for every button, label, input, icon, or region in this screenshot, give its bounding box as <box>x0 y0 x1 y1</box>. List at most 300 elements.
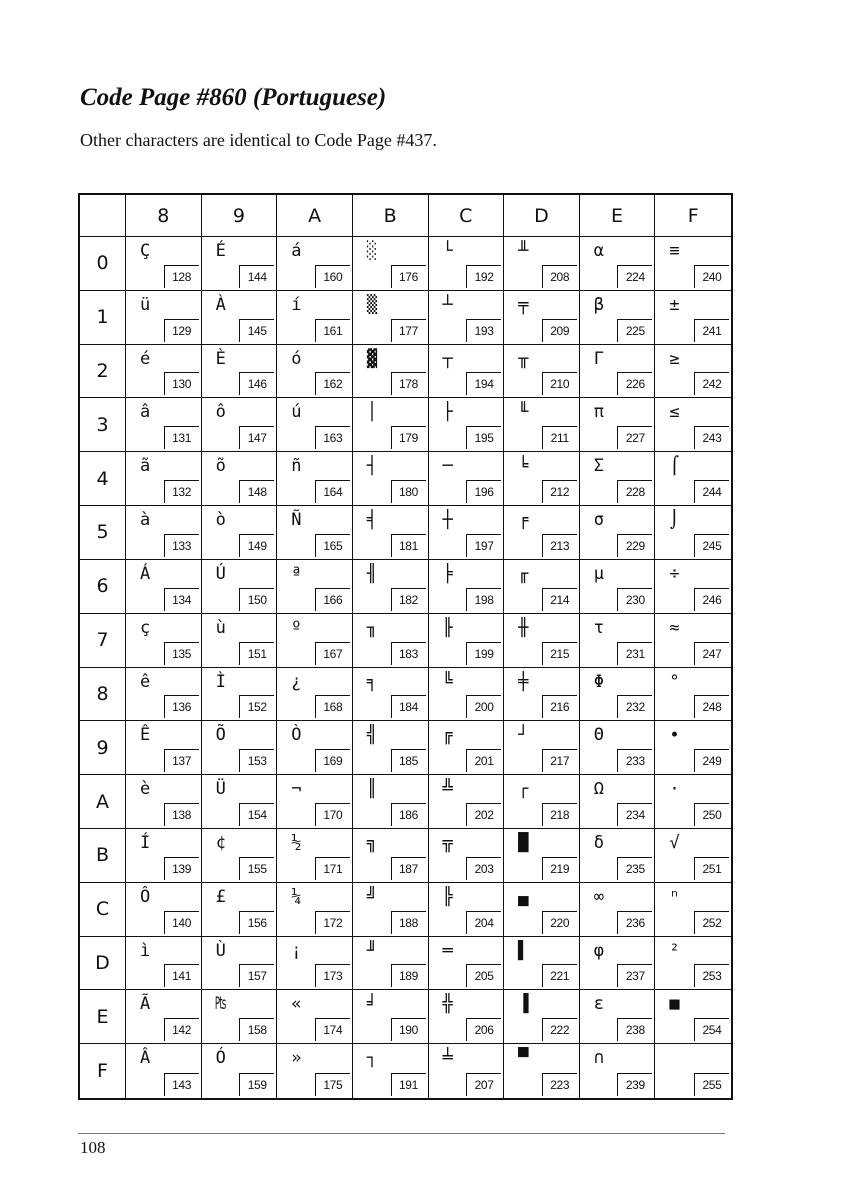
char-cell <box>277 291 353 345</box>
char-code: 160 <box>315 265 350 288</box>
row-header: 0 <box>80 237 126 291</box>
char-code: 192 <box>466 265 501 288</box>
char-cell <box>655 883 731 937</box>
char-code: 145 <box>239 319 274 342</box>
char-code: 151 <box>239 642 274 665</box>
char-cell <box>202 775 278 829</box>
char-code: 139 <box>164 857 199 880</box>
char-glyph: ▒ <box>366 294 378 315</box>
char-cell <box>429 452 505 506</box>
char-glyph: ╟ <box>442 617 453 638</box>
char-cell <box>353 614 429 668</box>
char-code: 251 <box>694 857 729 880</box>
char-glyph: ≥ <box>669 348 680 369</box>
char-code: 181 <box>391 534 426 557</box>
char-glyph: ╔ <box>442 725 453 746</box>
char-code: 209 <box>542 319 577 342</box>
char-code: 131 <box>164 426 199 449</box>
char-glyph: ╥ <box>518 348 529 369</box>
page-subtitle: Other characters are identical to Code Page #437. <box>80 130 437 150</box>
char-glyph: ü <box>140 294 151 315</box>
char-glyph: └ <box>442 241 453 261</box>
char-glyph: ¿ <box>291 671 302 692</box>
char-code: 148 <box>239 480 274 503</box>
row-header: B <box>80 829 126 883</box>
char-cell <box>202 560 278 614</box>
char-glyph: τ <box>593 617 604 638</box>
char-code: 193 <box>466 319 501 342</box>
char-cell <box>655 775 731 829</box>
char-cell <box>277 452 353 506</box>
char-code: 213 <box>542 534 577 557</box>
char-cell <box>126 668 202 722</box>
char-glyph: ┼ <box>442 510 453 531</box>
char-code: 171 <box>315 857 350 880</box>
char-code: 186 <box>391 803 426 826</box>
char-cell <box>277 345 353 399</box>
char-code: 202 <box>466 803 501 826</box>
char-glyph: █ <box>518 832 529 853</box>
char-cell <box>655 668 731 722</box>
char-cell <box>126 237 202 291</box>
char-code: 138 <box>164 803 199 826</box>
char-cell <box>353 560 429 614</box>
char-cell <box>126 990 202 1044</box>
column-header: E <box>580 195 656 237</box>
char-code: 228 <box>617 480 652 503</box>
char-glyph: ╕ <box>366 671 378 692</box>
char-cell <box>429 345 505 399</box>
char-glyph: ∞ <box>593 886 604 907</box>
char-glyph: Ô <box>140 886 151 907</box>
char-glyph: â <box>140 402 151 423</box>
char-code: 237 <box>617 964 652 987</box>
char-cell <box>429 937 505 991</box>
char-code: 205 <box>466 964 501 987</box>
char-glyph: ╦ <box>442 832 453 853</box>
char-cell <box>277 1044 353 1098</box>
char-code: 207 <box>466 1073 501 1096</box>
char-code: 255 <box>694 1073 729 1096</box>
char-cell <box>429 1044 505 1098</box>
char-code: 129 <box>164 319 199 342</box>
char-code: 210 <box>542 372 577 395</box>
char-cell <box>655 452 731 506</box>
char-code: 188 <box>391 911 426 934</box>
char-glyph: ≤ <box>669 402 680 423</box>
char-code: 198 <box>466 588 501 611</box>
char-cell <box>277 237 353 291</box>
char-cell <box>126 398 202 452</box>
char-glyph: ─ <box>442 456 453 477</box>
char-cell <box>353 1044 429 1098</box>
char-glyph: Ò <box>291 725 302 746</box>
char-cell <box>353 937 429 991</box>
char-glyph: ε <box>593 994 604 1015</box>
char-cell <box>655 345 731 399</box>
char-glyph: õ <box>215 456 226 477</box>
char-cell <box>126 775 202 829</box>
char-code: 214 <box>542 588 577 611</box>
char-cell <box>429 668 505 722</box>
char-cell <box>353 506 429 560</box>
char-code: 194 <box>466 372 501 395</box>
char-glyph: ╘ <box>518 456 529 477</box>
char-code: 152 <box>239 695 274 718</box>
column-header: 8 <box>126 195 202 237</box>
char-glyph: ê <box>140 671 151 692</box>
char-glyph: ▄ <box>518 886 529 907</box>
char-code: 248 <box>694 695 729 718</box>
char-glyph: í <box>291 294 302 315</box>
char-code: 180 <box>391 480 426 503</box>
char-code: 233 <box>617 749 652 772</box>
char-cell <box>429 721 505 775</box>
column-header: A <box>277 195 353 237</box>
char-cell <box>429 560 505 614</box>
row-header: 5 <box>80 506 126 560</box>
char-code: 177 <box>391 319 426 342</box>
char-code: 247 <box>694 642 729 665</box>
char-glyph: Â <box>140 1048 151 1069</box>
char-glyph: ╞ <box>442 563 453 584</box>
char-cell <box>655 1044 731 1098</box>
char-glyph: Σ <box>593 456 604 477</box>
char-glyph: Γ <box>593 348 604 369</box>
char-code: 246 <box>694 588 729 611</box>
char-cell <box>580 614 656 668</box>
char-code: 230 <box>617 588 652 611</box>
char-glyph: ù <box>215 617 226 638</box>
char-code: 197 <box>466 534 501 557</box>
char-cell <box>353 345 429 399</box>
char-code: 235 <box>617 857 652 880</box>
char-glyph: ░ <box>366 241 378 261</box>
char-glyph: ■ <box>669 994 680 1015</box>
char-glyph: │ <box>366 402 378 423</box>
char-glyph: ┤ <box>366 456 378 477</box>
char-code: 168 <box>315 695 350 718</box>
char-code: 238 <box>617 1018 652 1041</box>
char-cell <box>353 237 429 291</box>
code-page-table <box>78 193 733 1100</box>
char-code: 169 <box>315 749 350 772</box>
char-code: 163 <box>315 426 350 449</box>
char-cell <box>202 614 278 668</box>
char-cell <box>580 1044 656 1098</box>
char-cell <box>504 775 580 829</box>
char-code: 137 <box>164 749 199 772</box>
char-cell <box>655 237 731 291</box>
char-glyph: « <box>291 994 302 1015</box>
char-cell <box>429 398 505 452</box>
char-cell <box>202 291 278 345</box>
char-glyph: Õ <box>215 725 226 746</box>
char-glyph: ² <box>669 940 680 961</box>
row-header: 3 <box>80 398 126 452</box>
char-glyph: Á <box>140 563 151 584</box>
char-cell <box>126 345 202 399</box>
char-cell <box>504 668 580 722</box>
char-code: 153 <box>239 749 274 772</box>
char-glyph: α <box>593 241 604 261</box>
char-code: 133 <box>164 534 199 557</box>
char-glyph: ╫ <box>518 617 529 638</box>
char-glyph: ╠ <box>442 886 453 907</box>
char-cell <box>277 990 353 1044</box>
char-code: 201 <box>466 749 501 772</box>
char-glyph: ═ <box>442 940 453 961</box>
char-cell <box>202 1044 278 1098</box>
char-code: 128 <box>164 265 199 288</box>
char-cell <box>429 990 505 1044</box>
char-code: 135 <box>164 642 199 665</box>
char-cell <box>353 721 429 775</box>
char-code: 236 <box>617 911 652 934</box>
char-code: 204 <box>466 911 501 934</box>
char-glyph: ≈ <box>669 617 680 638</box>
char-code: 224 <box>617 265 652 288</box>
char-code: 176 <box>391 265 426 288</box>
char-code: 226 <box>617 372 652 395</box>
char-cell <box>429 506 505 560</box>
char-cell <box>277 398 353 452</box>
row-header: 8 <box>80 668 126 722</box>
char-code: 253 <box>694 964 729 987</box>
char-code: 162 <box>315 372 350 395</box>
char-code: 173 <box>315 964 350 987</box>
char-glyph: ⌠ <box>669 456 680 477</box>
char-code: 159 <box>239 1073 274 1096</box>
char-code: 223 <box>542 1073 577 1096</box>
char-cell <box>504 398 580 452</box>
row-header: E <box>80 990 126 1044</box>
row-header: 2 <box>80 345 126 399</box>
char-code: 221 <box>542 964 577 987</box>
char-glyph: ╓ <box>518 563 529 584</box>
char-cell <box>126 614 202 668</box>
char-code: 215 <box>542 642 577 665</box>
char-glyph: ╣ <box>366 725 378 746</box>
page-number: 108 <box>80 1138 106 1157</box>
column-header: F <box>655 195 731 237</box>
char-code: 142 <box>164 1018 199 1041</box>
char-cell <box>126 829 202 883</box>
char-glyph: ▓ <box>366 348 378 369</box>
char-code: 249 <box>694 749 729 772</box>
char-glyph: Φ <box>593 671 604 692</box>
char-cell <box>126 560 202 614</box>
char-cell <box>202 721 278 775</box>
char-glyph: Ω <box>593 779 604 800</box>
char-cell <box>429 614 505 668</box>
char-glyph: ┌ <box>518 779 529 800</box>
char-glyph: ó <box>291 348 302 369</box>
char-code: 140 <box>164 911 199 934</box>
char-code: 234 <box>617 803 652 826</box>
char-glyph: Ê <box>140 725 151 746</box>
char-cell <box>429 829 505 883</box>
char-code: 240 <box>694 265 729 288</box>
char-cell <box>504 452 580 506</box>
char-cell <box>353 775 429 829</box>
char-code: 143 <box>164 1073 199 1096</box>
char-cell <box>655 937 731 991</box>
char-cell <box>353 883 429 937</box>
char-code: 134 <box>164 588 199 611</box>
char-code: 229 <box>617 534 652 557</box>
char-cell <box>504 291 580 345</box>
char-cell <box>580 398 656 452</box>
char-code: 149 <box>239 534 274 557</box>
char-glyph: Ü <box>215 779 226 800</box>
char-code: 191 <box>391 1073 426 1096</box>
row-header: 4 <box>80 452 126 506</box>
char-glyph: δ <box>593 832 604 853</box>
char-glyph: Ñ <box>291 510 302 531</box>
char-glyph: Ú <box>215 563 226 584</box>
char-code: 203 <box>466 857 501 880</box>
char-glyph: é <box>140 348 151 369</box>
char-code: 195 <box>466 426 501 449</box>
row-header: D <box>80 937 126 991</box>
char-cell <box>429 237 505 291</box>
char-glyph: ║ <box>366 779 378 800</box>
char-code: 232 <box>617 695 652 718</box>
char-code: 199 <box>466 642 501 665</box>
char-code: 252 <box>694 911 729 934</box>
char-glyph: ° <box>669 671 680 692</box>
char-glyph: Ã <box>140 994 151 1015</box>
char-cell <box>429 291 505 345</box>
row-header: A <box>80 775 126 829</box>
char-cell <box>504 883 580 937</box>
char-code: 254 <box>694 1018 729 1041</box>
char-cell <box>202 506 278 560</box>
char-glyph: ╤ <box>518 294 529 315</box>
char-code: 216 <box>542 695 577 718</box>
char-cell <box>655 829 731 883</box>
char-glyph: ▐ <box>518 994 529 1015</box>
char-code: 225 <box>617 319 652 342</box>
char-cell <box>580 237 656 291</box>
char-glyph: · <box>669 779 680 800</box>
char-cell <box>429 883 505 937</box>
char-code: 208 <box>542 265 577 288</box>
char-glyph: ╡ <box>366 510 378 531</box>
char-glyph: ∩ <box>593 1048 604 1069</box>
char-cell <box>202 883 278 937</box>
row-header: 1 <box>80 291 126 345</box>
char-glyph: ╝ <box>366 886 378 907</box>
char-glyph: à <box>140 510 151 531</box>
char-code: 170 <box>315 803 350 826</box>
char-code: 165 <box>315 534 350 557</box>
char-glyph: ¬ <box>291 779 302 800</box>
char-code: 222 <box>542 1018 577 1041</box>
char-cell <box>202 990 278 1044</box>
char-cell <box>277 668 353 722</box>
char-glyph: Ì <box>215 671 226 692</box>
char-code: 219 <box>542 857 577 880</box>
char-cell <box>580 883 656 937</box>
char-cell <box>504 990 580 1044</box>
char-cell <box>655 560 731 614</box>
char-cell <box>277 937 353 991</box>
char-cell <box>580 990 656 1044</box>
char-glyph: ⌡ <box>669 510 680 531</box>
row-header: 6 <box>80 560 126 614</box>
char-cell <box>580 506 656 560</box>
char-code: 179 <box>391 426 426 449</box>
char-cell <box>580 829 656 883</box>
char-cell <box>504 937 580 991</box>
char-cell <box>353 452 429 506</box>
char-glyph: β <box>593 294 604 315</box>
char-cell <box>353 990 429 1044</box>
char-glyph: Í <box>140 832 151 853</box>
char-glyph: £ <box>215 886 226 907</box>
char-code: 158 <box>239 1018 274 1041</box>
char-cell <box>202 668 278 722</box>
char-code: 242 <box>694 372 729 395</box>
char-cell <box>580 560 656 614</box>
char-glyph: µ <box>593 563 604 584</box>
char-cell <box>655 990 731 1044</box>
char-cell <box>580 291 656 345</box>
char-glyph: √ <box>669 832 680 853</box>
char-glyph: ╢ <box>366 563 378 584</box>
char-glyph: ª <box>291 563 302 584</box>
char-glyph: ╛ <box>366 994 378 1015</box>
char-cell <box>126 1044 202 1098</box>
char-code: 206 <box>466 1018 501 1041</box>
char-cell <box>202 345 278 399</box>
char-cell <box>353 829 429 883</box>
char-glyph: ╬ <box>442 994 453 1015</box>
char-cell <box>353 398 429 452</box>
char-cell <box>655 291 731 345</box>
char-code: 141 <box>164 964 199 987</box>
column-header: C <box>429 195 505 237</box>
char-cell <box>504 237 580 291</box>
char-code: 185 <box>391 749 426 772</box>
char-glyph: ô <box>215 402 226 423</box>
char-cell <box>277 775 353 829</box>
char-cell <box>277 614 353 668</box>
char-code: 175 <box>315 1073 350 1096</box>
char-cell <box>580 775 656 829</box>
row-header: C <box>80 883 126 937</box>
char-glyph: ¡ <box>291 940 302 961</box>
char-glyph: » <box>291 1048 302 1069</box>
char-cell <box>353 668 429 722</box>
char-code: 200 <box>466 695 501 718</box>
char-cell <box>580 937 656 991</box>
char-code: 241 <box>694 319 729 342</box>
char-code: 243 <box>694 426 729 449</box>
char-code: 157 <box>239 964 274 987</box>
char-glyph: ┴ <box>442 294 453 315</box>
char-cell <box>580 721 656 775</box>
char-cell <box>429 775 505 829</box>
char-glyph: È <box>215 348 226 369</box>
char-code: 155 <box>239 857 274 880</box>
char-glyph: ₧ <box>215 994 226 1015</box>
column-header: D <box>504 195 580 237</box>
char-cell <box>504 829 580 883</box>
char-glyph: ╙ <box>518 402 529 423</box>
